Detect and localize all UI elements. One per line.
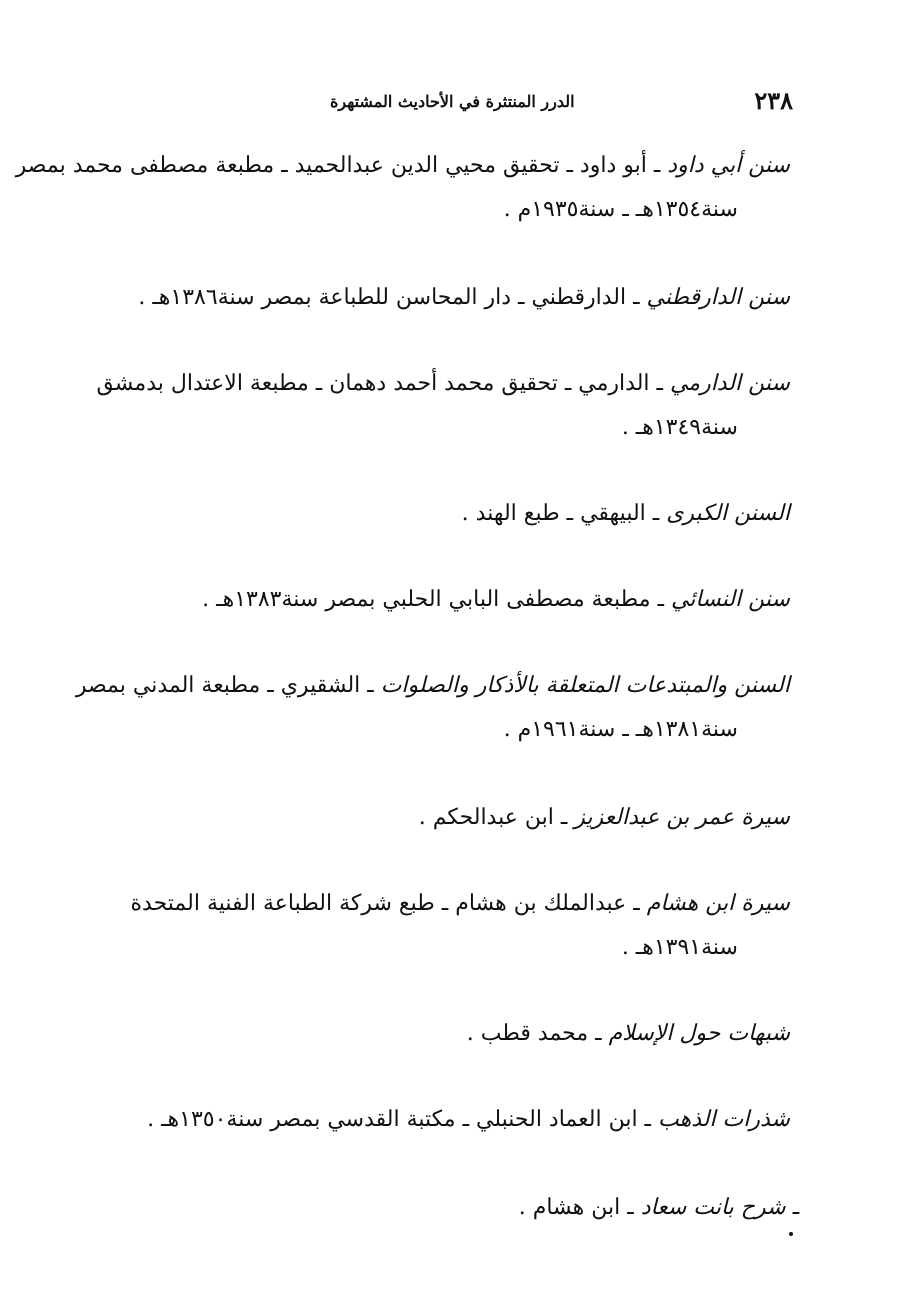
running-title: الدرر المنتثرة في الأحاديث المشتهرة bbox=[330, 92, 575, 111]
bibliography-entry bbox=[76, 1012, 790, 1056]
entry-line bbox=[76, 796, 790, 840]
entry-continuation: سنة١٣٥٤هـ ـ سنة١٩٣٥م . bbox=[503, 197, 738, 222]
entry-details: ـ عبدالملك بن هشام ـ طبع شركة الطباعة الفنية المتحدة bbox=[130, 891, 647, 916]
entry-details: ـ الشقيري ـ مطبعة المدني بمصر bbox=[75, 673, 381, 698]
entry-continuation: سنة١٣٩١هـ . bbox=[621, 935, 738, 960]
entry-title: شذرات الذهب bbox=[658, 1107, 790, 1132]
entry-title: ـ شرح بانت سعاد bbox=[640, 1195, 799, 1220]
entry-line bbox=[76, 492, 790, 536]
entry-title: سيرة ابن هشام bbox=[646, 891, 790, 916]
entry-details: ـ أبو داود ـ تحقيق محيي الدين عبدالحميد ـ مطبعة مصطفى محمد بمصر bbox=[15, 153, 668, 178]
bibliography-entry bbox=[76, 882, 790, 970]
entry-continuation: سنة١٣٨١هـ ـ سنة١٩٦١م . bbox=[503, 717, 738, 742]
entry-line bbox=[76, 276, 790, 320]
page-number: ٢٣٨ bbox=[754, 86, 793, 115]
entry-details: ـ مطبعة مصطفى البابي الحلبي بمصر سنة١٣٨٣هـ . bbox=[202, 587, 671, 612]
entry-title: السنن والمبتدعات المتعلقة بالأذكار والصلوات bbox=[380, 673, 790, 698]
entry-title: سنن الدارمي bbox=[669, 371, 790, 396]
entry-details: ـ ابن العماد الحنبلي ـ مكتبة القدسي بمصر سنة١٣٥٠هـ . bbox=[147, 1107, 658, 1132]
entry-title: سيرة عمر بن عبدالعزيز bbox=[574, 805, 790, 830]
entry-line bbox=[76, 1012, 790, 1056]
entry-line bbox=[76, 578, 790, 622]
entry-details: ـ البيهقي ـ طبع الهند . bbox=[461, 501, 667, 526]
entry-title: سنن أبي داود bbox=[667, 153, 790, 178]
entry-title: شبهات حول الإسلام bbox=[608, 1021, 790, 1046]
entry-details: ـ ابن عبدالحكم . bbox=[418, 805, 575, 830]
bibliography-entry bbox=[76, 578, 790, 622]
entry-line bbox=[76, 664, 790, 708]
entry-line bbox=[15, 144, 790, 188]
entry-details: ـ محمد قطب . bbox=[466, 1021, 609, 1046]
bibliography-entry bbox=[76, 362, 790, 450]
bibliography-entry bbox=[76, 1098, 790, 1142]
entry-line bbox=[76, 1186, 799, 1230]
entry-title: سنن النسائي bbox=[670, 587, 790, 612]
entry-line bbox=[76, 882, 790, 926]
bibliography-entry bbox=[76, 664, 790, 752]
bibliography-entry bbox=[76, 1186, 799, 1230]
bibliography-entry bbox=[76, 796, 790, 840]
entry-details: ـ الدارمي ـ تحقيق محمد أحمد دهمان ـ مطبعة الاعتدال بدمشق bbox=[96, 371, 670, 396]
entry-details: ـ ابن هشام . bbox=[518, 1195, 641, 1220]
entry-title: السنن الكبرى bbox=[666, 501, 790, 526]
bibliography-entry bbox=[15, 144, 790, 232]
bibliography-entry bbox=[76, 276, 790, 320]
page-header bbox=[330, 86, 793, 118]
stray-dot-mark bbox=[789, 1232, 793, 1236]
entry-details: ـ الدارقطني ـ دار المحاسن للطباعة بمصر سنة١٣٨٦هـ . bbox=[138, 285, 647, 310]
entry-continuation: سنة١٣٤٩هـ . bbox=[621, 415, 738, 440]
entry-line bbox=[76, 1098, 790, 1142]
entry-line bbox=[76, 362, 790, 406]
bibliography-entry bbox=[76, 492, 790, 536]
entry-title: سنن الدارقطني bbox=[646, 285, 790, 310]
